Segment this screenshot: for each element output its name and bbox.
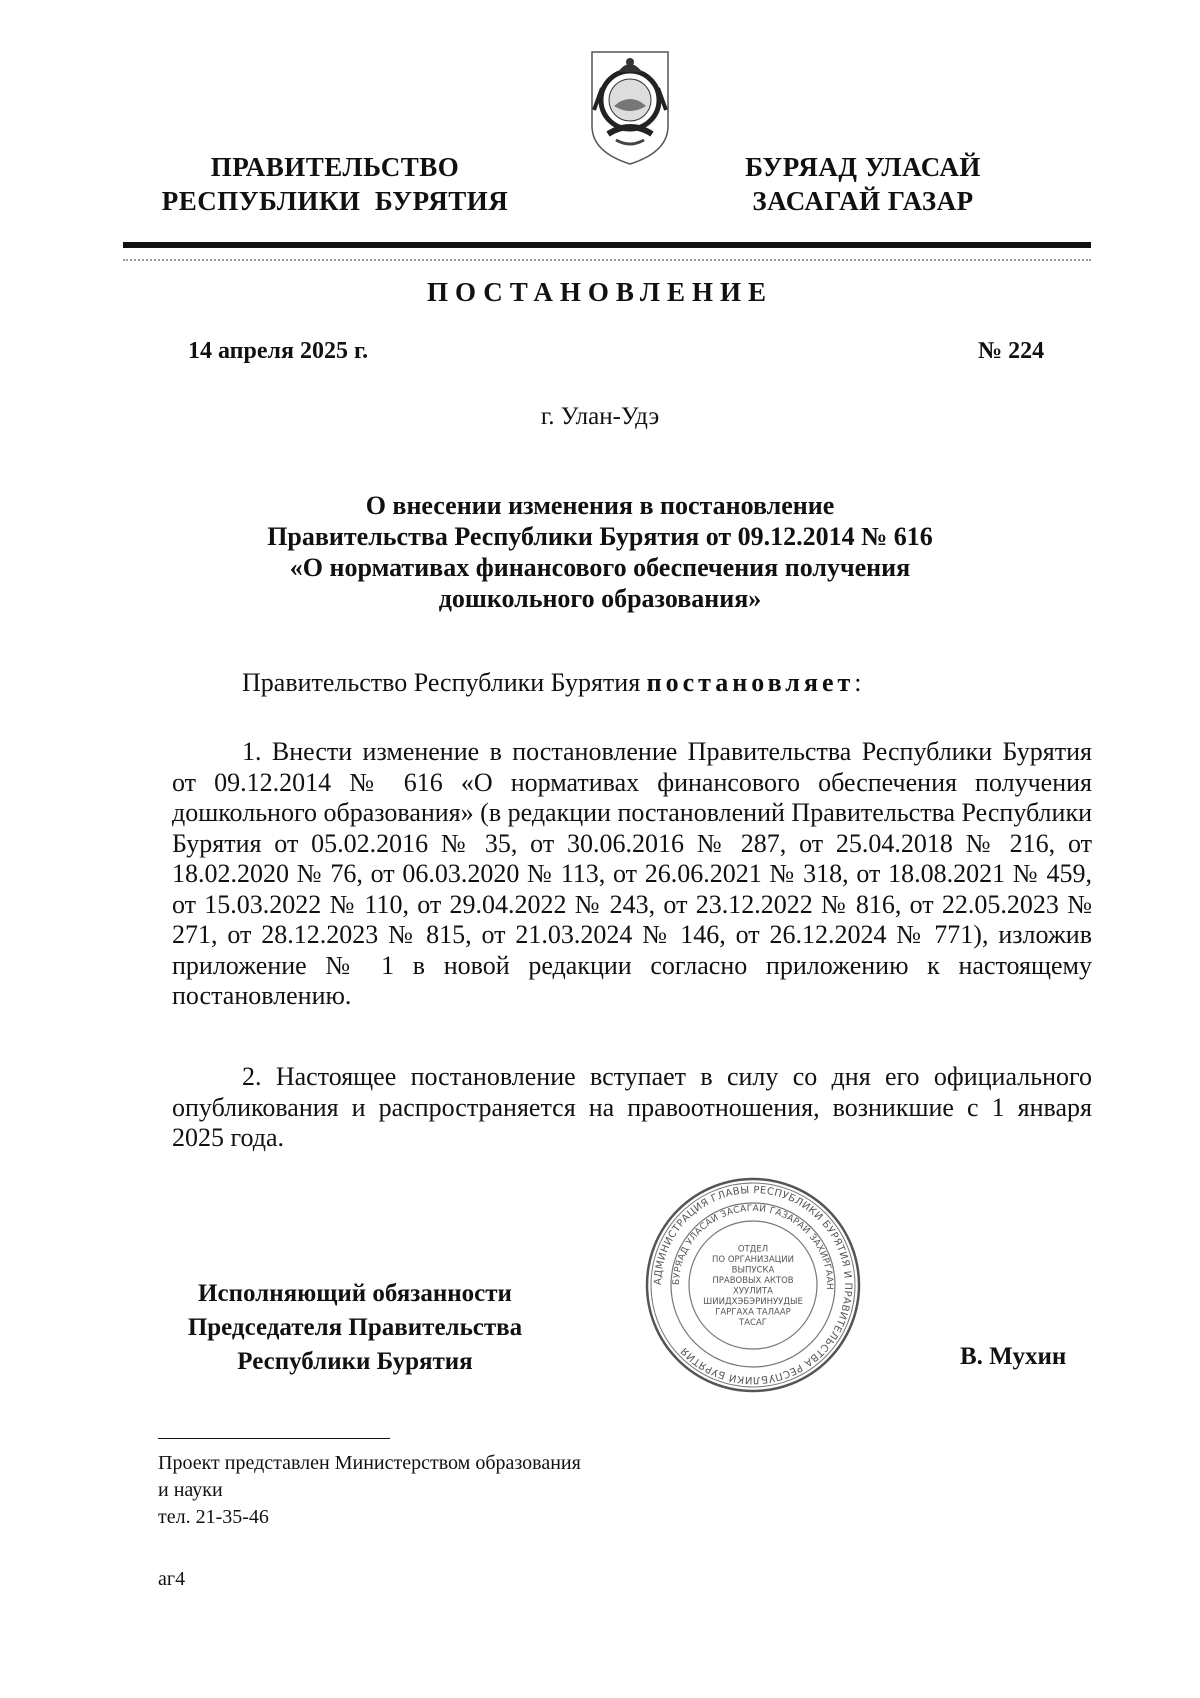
- svg-text:ШИИДХЭБЭРИНУУДЫЕ: ШИИДХЭБЭРИНУУДЫЕ: [703, 1296, 803, 1307]
- title-line2: Правительства Республики Бурятия от 09.12.2014 № 616: [267, 522, 933, 551]
- header-left-line1: ПРАВИТЕЛЬСТВО: [210, 152, 460, 182]
- header-rule: [123, 242, 1091, 248]
- signature-line1: Исполняющий обязанности: [198, 1280, 512, 1307]
- document-code: аг4: [158, 1568, 186, 1590]
- svg-text:ВЫПУСКА: ВЫПУСКА: [731, 1265, 775, 1276]
- intro-text: Правительство Республики Бурятия: [242, 668, 647, 697]
- svg-text:ТАСАГ: ТАСАГ: [739, 1317, 767, 1328]
- svg-text:БУРЯАД УЛАСАЙ ЗАСАГАЙ ГАЗАРАЙ: БУРЯАД УЛАСАЙ ЗАСАГАЙ ГАЗАРАЙ ЗАХИРГААН: [671, 1203, 835, 1291]
- svg-text:ГАРГАХА ТАЛААР: ГАРГАХА ТАЛААР: [715, 1307, 791, 1318]
- intro-verb: постановляет: [646, 668, 855, 697]
- signature-line2: Председателя Правительства: [187, 1314, 523, 1341]
- signature-line3: Республики Бурятия: [237, 1348, 473, 1375]
- footnote-line2: и науки: [158, 1479, 223, 1501]
- title-line3: «О нормативах финансового обеспечения получения: [289, 553, 911, 582]
- paragraph-1: 1. Внести изменение в постановление Правительства Республики Бурятия от 09.12.2014 № 616 «О нормативах финансового обеспечения получения дошкольного образования» (в редакции постановлений Правительства Республики Бурятия от 05.02.2016 № 35, от 30.06.2016 № 287, от 25.04.2018 № 216, от 18.02.2020 № 76, от 06.03.2020 № 113, от 26.06.2021 № 318, от 18.08.2021 № 459, от 15.03.2022 № 110, от 29.04.2022 № 243, от 23.12.2022 № 816, от 22.05.2023 № 271, от 28.12.2023 № 815, от 21.03.2024 № 146, от 26.12.2024 № 771), изложив приложение № 1 в новой редакции согласно приложению к настоящему постановлению.: [172, 737, 1092, 1010]
- signer-name: В. Мухин: [960, 1343, 1067, 1370]
- intro-line: [242, 668, 862, 698]
- header-right-line2: ЗАСАГАЙ ГАЗАР: [752, 186, 974, 216]
- svg-text:ПРАВОВЫХ АКТОВ: ПРАВОВЫХ АКТОВ: [712, 1275, 794, 1286]
- footnote: [158, 1450, 581, 1531]
- title-line1: О внесении изменения в постановление: [365, 491, 835, 520]
- document-number: № 224: [978, 338, 1045, 364]
- svg-text:ПО ОРГАНИЗАЦИИ: ПО ОРГАНИЗАЦИИ: [712, 1254, 794, 1265]
- svg-text:ХУУЛИТА: ХУУЛИТА: [733, 1286, 773, 1297]
- svg-text:ОТДЕЛ: ОТДЕЛ: [737, 1244, 769, 1255]
- title-line4: дошкольного образования»: [438, 584, 762, 613]
- footnote-line1: Проект представлен Министерством образования: [158, 1452, 581, 1474]
- header-left: [140, 150, 530, 218]
- document-date: 14 апреля 2025 г.: [188, 338, 369, 364]
- official-seal: [644, 1176, 862, 1394]
- document-city: г. Улан-Удэ: [540, 403, 660, 430]
- signature-block: [155, 1277, 555, 1379]
- document-title: [180, 490, 1020, 614]
- intro-colon: :: [854, 668, 862, 697]
- footnote-rule: [158, 1438, 390, 1439]
- svg-text:АДМИНИСТРАЦИЯ ГЛАВЫ РЕСПУБЛИКИ: АДМИНИСТРАЦИЯ ГЛАВЫ РЕСПУБЛИКИ БУРЯТИЯ И ПРАВИТЕЛЬСТВА РЕСПУБЛИКИ БУРЯТИЯ: [652, 1184, 854, 1386]
- header-right: [668, 150, 1058, 218]
- document-type: ПОСТАНОВЛЕНИЕ: [426, 277, 774, 307]
- paragraph-2: 2. Настоящее постановление вступает в силу со дня его официального опубликования и распространяется на правоотношения, возникшие с 1 января 2025 года.: [172, 1062, 1092, 1152]
- footnote-phone: тел. 21-35-46: [158, 1506, 269, 1528]
- coat-of-arms-icon: [588, 48, 672, 166]
- header-left-line2: РЕСПУБЛИКИ БУРЯТИЯ: [161, 186, 509, 216]
- header-rule-dotted: [123, 259, 1091, 261]
- header-right-line1: БУРЯАД УЛАСАЙ: [745, 152, 981, 182]
